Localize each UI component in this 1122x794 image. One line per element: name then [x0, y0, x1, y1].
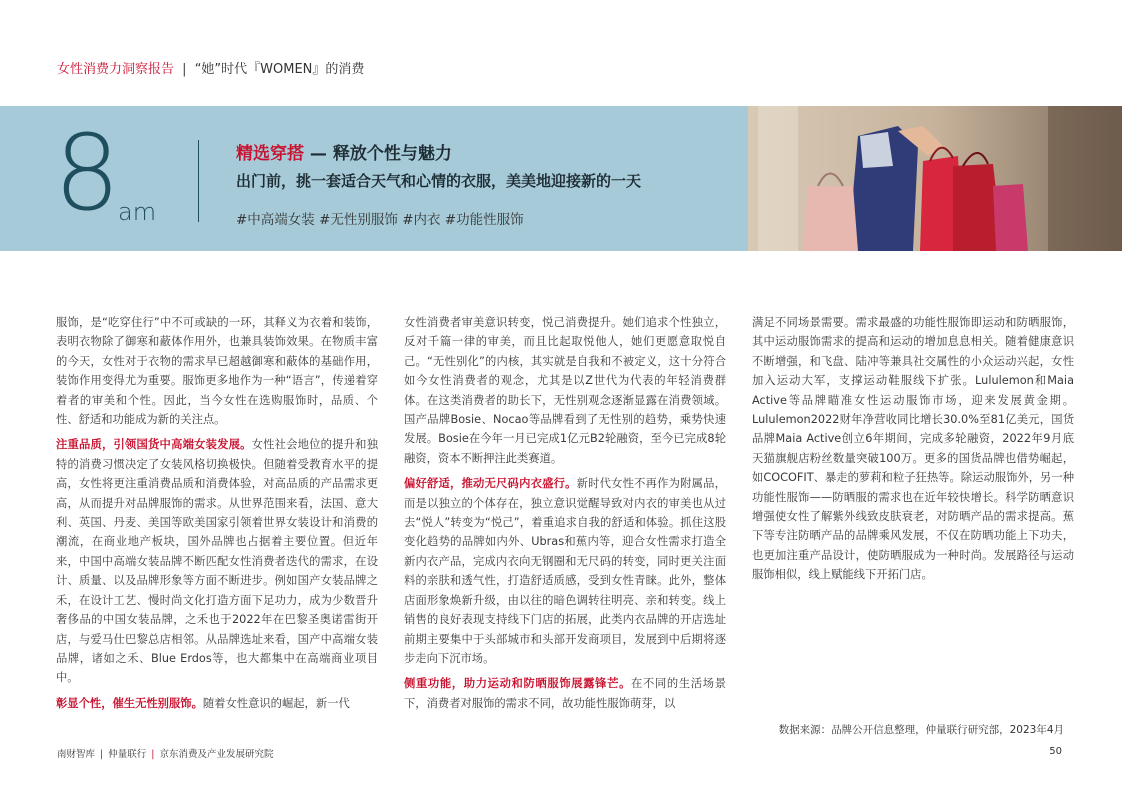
paragraph-body: 在不同的生活场景下，消费者对服饰的需求不同，故功能性服饰萌芽，以 [404, 677, 726, 710]
paragraph-body: 新时代女性不再作为附属品，而是以独立的个体存在，独立意识觉醒导致对内衣的审美也从过去“悦人”转变为“悦己”，着重追求自我的舒适和体验。抓住这股变化趋势的品牌如内外、Ubras和蕉内等，迎合女性需求打造全新内衣产品，完成内衣向无钢圈和无尺码的转变，同时更关注面料的亲肤和透气性，打造舒适质感，受到女性青睐。此外，整体店面形象焕新升级，由以往的暗色调转往明亮、亲和转变。线上销售的良好表现支持线下门店的拓展，此类内衣品牌的开店选址前期主要集中于头部城市和头部开发商项目，发展到中后期将逐步走向下沉市场。 [404, 477, 726, 665]
paragraph: 女性消费者审美意识转变，悦己消费提升。她们追求个性独立，反对千篇一律的审美，而且比起取悦他人，她们更愿意取悦自己。“无性别化”的内核，其实就是自我和不被定义，这十分符合如今女性消费者的观念，尤其是以Z世代为代表的年轻消费群体。在这类消费者的助长下，无性别观念逐渐显露在消费领域。国产品牌Bosie、Nocao等品牌看到了无性别的趋势，乘势快速发展。Bosie在今年一月已完成1亿元B2轮融资，至今已完成8轮融资，资本不断押注此类赛道。 [404, 316, 726, 465]
footer-separator: | [151, 749, 155, 760]
paragraph-body: 随着女性意识的崛起，新一代 [202, 696, 350, 710]
report-title: 女性消费力洞察报告 [57, 62, 175, 77]
text-column-1 [56, 313, 378, 719]
paragraph [56, 435, 378, 687]
paragraph [404, 674, 726, 713]
paragraph [56, 694, 378, 713]
data-source: 数据来源：品牌公开信息整理，仲量联行研究部，2023年4月 [778, 724, 1064, 736]
page-number: 50 [1049, 746, 1062, 757]
text-column-2 [404, 313, 726, 719]
paragraph: 服饰，是“吃穿住行”中不可或缺的一环，其释义为衣着和装饰，表明衣物除了御寒和蔽体作用外，也兼具装饰效果。在物质丰富的今天，女性对于衣物的需求早已超越御寒和蔽体的基础作用，装饰作用变得尤为重要。服饰更多地作为一种“语言”，传递着穿着者的审美和个性。因此，当今女性在选购服饰时，品质、个性、舒适和功能成为新的关注点。 [56, 316, 378, 427]
paragraph-body: 女性社会地位的提升和独特的消费习惯决定了女装风格切换极快。但随着受教育水平的提高，女性将更注重消费品质和消费体验，对高品质的产品需求更高，从而提升对品牌服饰的需求。从世界范围来看，法国、意大利、英国、丹麦、美国等欧美国家引领着世界女装设计和消费的潮流，在商业地产板块，国外品牌也占据着主要位置。但近年来，中国中高端女装品牌不断匹配女性消费者迭代的需求，在设计、质量、以及品牌形象等方面不断进步。例如国产女装品牌之禾，在设计工艺、慢时尚文化打造方面下足功力，成为少数晋升奢侈品的中国女装品牌，之禾也于2022年在巴黎圣奥诺雷街开店，与爱马仕巴黎总店相邻。从品牌选址来看，国产中高端女装品牌，诸如之禾、Blue Erdos等，也大都集中在高端商业项目中。 [56, 438, 378, 685]
paragraph [404, 474, 726, 668]
paragraph-heading: 彰显个性，催生无性别服饰。 [56, 696, 203, 710]
paragraph-heading: 侧重功能，助力运动和防晒服饰展露锋芒。 [404, 677, 632, 691]
org-jd: 京东消费及产业发展研究院 [159, 749, 274, 760]
report-header [57, 58, 364, 77]
banner-tags: #中高端女装 #无性别服饰 #内衣 #功能性服饰 [236, 212, 524, 228]
time-number: 8 [54, 112, 119, 234]
banner-divider [198, 140, 199, 222]
footer-orgs [57, 746, 273, 760]
paragraph-heading: 注重品质，引领国货中高端女装发展。 [56, 438, 252, 452]
header-separator: | [182, 62, 187, 77]
footer-separator: | [100, 749, 104, 760]
paragraph: 满足不同场景需要。需求最盛的功能性服饰即运动和防晒服饰，其中运动服饰需求的提高和运动的增加息息相关。随着健康意识不断增强，和飞盘、陆冲等兼具社交属性的小众运动兴起，女性加入运动大军，支撑运动鞋服线下扩张。Lululemon和Maia Active等品牌瞄准女性运动服饰市场，迎来发展黄金期。Lululemon2022财年净营收同比增长30.0%至81亿美元，国货品牌Maia Active创立6年期间，完成多轮融资，2022年9月底天猫旗舰店粉丝数量突破100万。更多的国货品牌也借势崛起，如COCOFIT、暴走的萝莉和粒子狂热等。除运动服饰外，另一种功能性服饰——防晒服的需求也在近年较快增长。科学防晒意识增强使女性了解紫外线致皮肤衰老，对防晒产品的需求提高。蕉下等专注防晒产品的品牌乘风发展，不仅在防晒功能上下功夫，也更加注重产品设计，使防晒服成为一种时尚。发展路径与运动服饰相似，线上赋能线下开拓门店。 [752, 316, 1074, 582]
time-suffix: am [118, 198, 157, 226]
banner-title [236, 139, 452, 164]
section-title: “她”时代『WOMEN』的消费 [194, 62, 365, 77]
paragraph-heading: 偏好舒适，推动无尺码内衣盛行。 [404, 477, 577, 491]
banner-title-rest: — 释放个性与魅力 [304, 144, 452, 164]
text-column-3 [752, 313, 1074, 591]
banner-subtitle: 出门前，挑一套适合天气和心情的衣服，美美地迎接新的一天 [236, 172, 642, 190]
shopping-bags-photo [748, 106, 1122, 251]
org-jll: 仲量联行 [108, 749, 147, 760]
banner-title-highlight: 精选穿搭 [236, 144, 304, 164]
org-nancai: 南财智库 [57, 749, 96, 760]
